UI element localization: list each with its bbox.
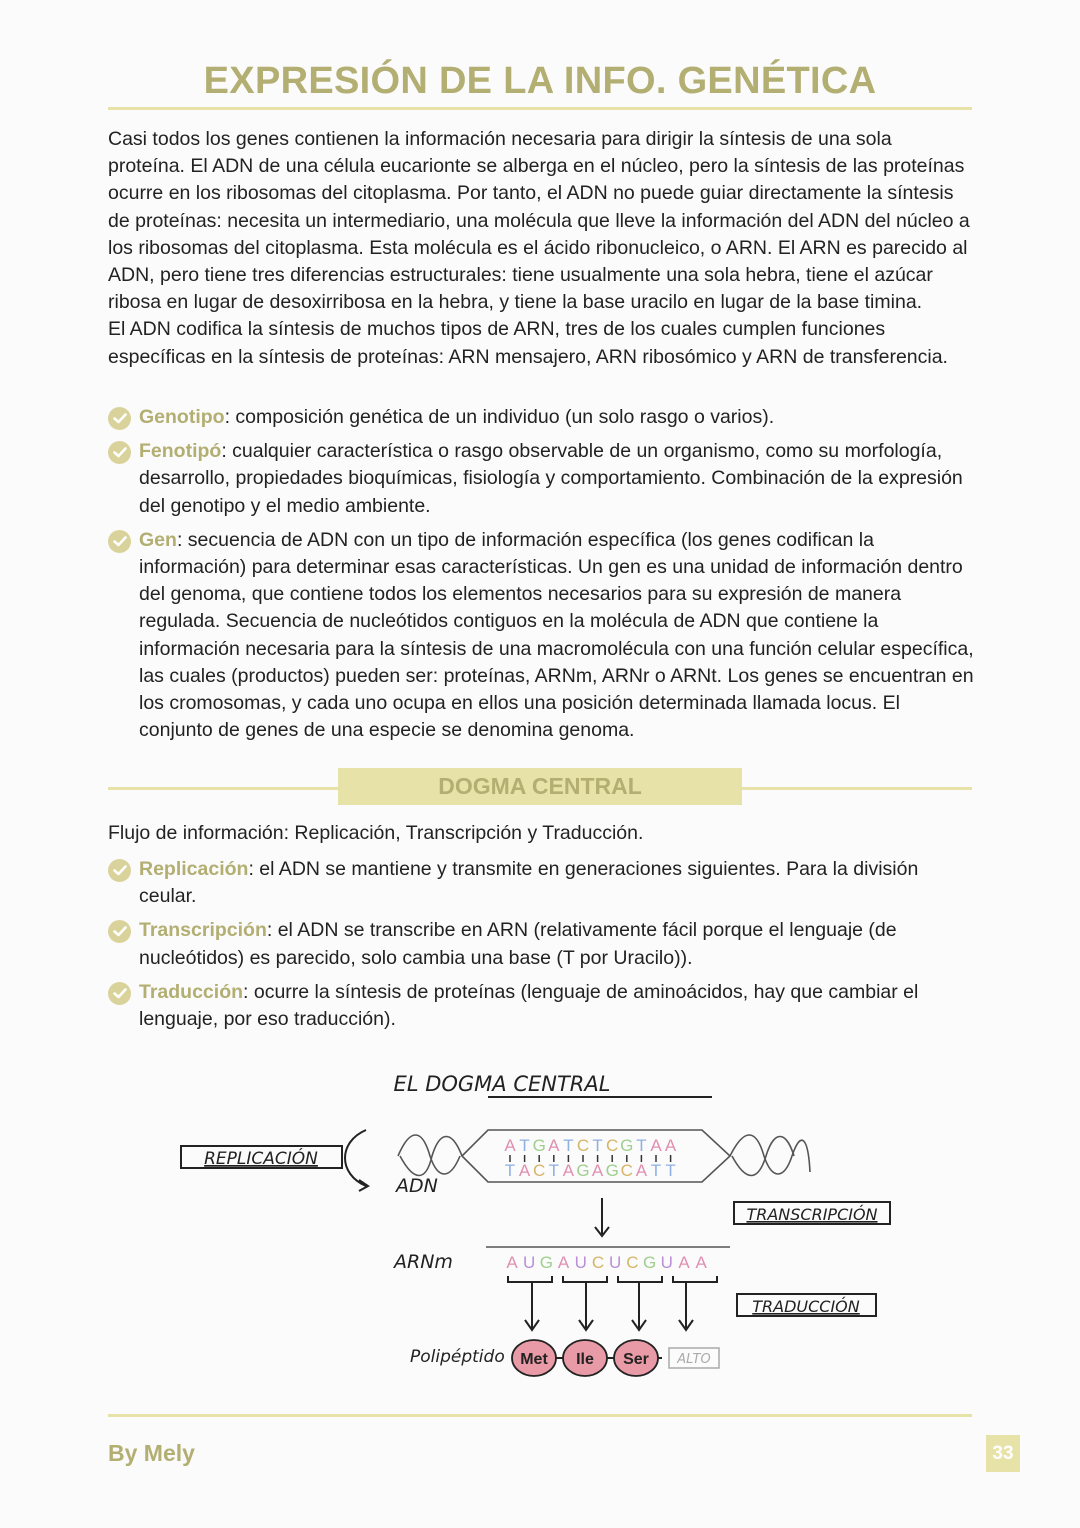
base-C: C bbox=[620, 1161, 633, 1180]
term-label: Traducción bbox=[139, 980, 244, 1003]
term-label: Replicación bbox=[139, 858, 249, 880]
arnm-label: ARNm bbox=[394, 1251, 453, 1273]
codon-bracket-1 bbox=[508, 1276, 552, 1282]
base-A: A bbox=[506, 1253, 518, 1272]
base-C: C bbox=[591, 1253, 605, 1272]
intro-paragraph-1: Casi todos los genes contienen la información necesaria para dirigir la síntesis de una sola proteína. El ADN de una célula eucarionte se alberga en el núcleo, pero la síntesis de las proteínas ocurre en los ribosomas del citoplasma. Por tanto, el ADN no puede guiar directamente la síntesis de proteínas: necesita un intermediario, una molécula que lleve la información del ADN del núcleo a los ribosomas del citoplasma. Esta molécula es el ácido ribonucleico, o ARN. El ARN es parecido al ADN, pero tiene tres diferencias estructurales: tiene usualmente una sola hebra, tiene el azúcar ribosa en lugar de desoxirribosa en la hebra, y tiene la base uracilo en lugar de la base timina. bbox=[108, 128, 970, 314]
base-T: T bbox=[636, 1136, 647, 1155]
dna-bottom-strand bbox=[505, 1161, 676, 1180]
base-C: C bbox=[576, 1136, 590, 1155]
base-C: C bbox=[606, 1136, 619, 1155]
check-icon bbox=[108, 407, 131, 430]
base-A: A bbox=[678, 1253, 690, 1272]
term-label: Gen bbox=[139, 528, 177, 551]
definition-text: : cualquier característica o rasgo observable de un organismo, como su morfología, desarrollo, propiedades bioquímicas, fisiología y comportamiento. Combinación de la expresión del genotipo y el medio ambiente. bbox=[139, 440, 963, 517]
title-divider bbox=[108, 107, 972, 110]
check-icon bbox=[108, 530, 131, 553]
polipeptido-label: Polipéptido bbox=[410, 1347, 505, 1367]
flow-text: Flujo de información: Replicación, Transcripción y Traducción. bbox=[108, 822, 644, 844]
definition-gen bbox=[108, 527, 974, 745]
diagram-title: EL DOGMA CENTRAL bbox=[393, 1072, 611, 1096]
stop-label: ALTO bbox=[677, 1352, 711, 1367]
base-C: C bbox=[626, 1253, 639, 1272]
base-U: U bbox=[574, 1253, 587, 1272]
base-A: A bbox=[650, 1136, 662, 1155]
dna-top-strand bbox=[504, 1136, 677, 1155]
term-label: Transcripción bbox=[139, 919, 267, 942]
intro-text bbox=[108, 126, 974, 371]
base-T: T bbox=[563, 1136, 574, 1155]
base-U: U bbox=[523, 1253, 536, 1272]
page-title: EXPRESIÓN DE LA INFO. GENÉTICA bbox=[203, 60, 877, 102]
intro-paragraph-2: El ADN codifica la síntesis de muchos tipos de ARN, tres de los cuales cumplen funciones específicas en la síntesis de proteínas: ARN mensajero, ARN ribosómico y ARN de transferencia. bbox=[108, 318, 948, 368]
dna-right-strand-1 bbox=[730, 1135, 810, 1174]
base-T: T bbox=[548, 1161, 559, 1180]
base-T: T bbox=[504, 1161, 516, 1180]
base-G: G bbox=[605, 1161, 619, 1180]
base-A: A bbox=[591, 1161, 604, 1180]
process-transcripcion bbox=[108, 917, 974, 971]
base-A: A bbox=[548, 1136, 560, 1155]
base-T: T bbox=[650, 1161, 662, 1180]
base-A: A bbox=[562, 1161, 575, 1180]
codon-bracket-4 bbox=[673, 1276, 717, 1282]
base-T: T bbox=[665, 1161, 676, 1180]
base-T: T bbox=[592, 1136, 603, 1155]
base-G: G bbox=[576, 1161, 590, 1180]
base-A: A bbox=[635, 1161, 648, 1180]
central-dogma-diagram bbox=[170, 1062, 910, 1392]
codon-bracket-3 bbox=[618, 1276, 662, 1282]
definition-genotipo bbox=[108, 404, 974, 431]
mrna-sequence bbox=[506, 1253, 707, 1272]
base-U: U bbox=[660, 1253, 673, 1272]
base-U: U bbox=[609, 1253, 622, 1272]
aminoacid-label: Ser bbox=[623, 1351, 649, 1368]
base-G: G bbox=[532, 1136, 546, 1155]
adn-label: ADN bbox=[396, 1175, 438, 1197]
section-title: DOGMA CENTRAL bbox=[338, 768, 742, 805]
footer-divider bbox=[108, 1414, 972, 1417]
process-text: : el ADN se transcribe en ARN (relativamente fácil porque el lenguaje (de nucleótidos) es parecido, solo cambia una base (T por Uracilo)). bbox=[139, 919, 897, 969]
check-icon bbox=[108, 982, 131, 1005]
codon-bracket-2 bbox=[563, 1276, 607, 1282]
definition-text: : composición genética de un individuo (un solo rasgo o varios). bbox=[224, 406, 775, 428]
traduccion-label: TRADUCCIÓN bbox=[752, 1297, 860, 1316]
base-G: G bbox=[539, 1253, 554, 1272]
process-list bbox=[108, 856, 974, 1033]
base-G: G bbox=[642, 1253, 657, 1272]
base-A: A bbox=[695, 1253, 707, 1272]
base-A: A bbox=[557, 1253, 570, 1272]
aminoacid-label: Met bbox=[520, 1351, 548, 1368]
base-G: G bbox=[620, 1136, 634, 1155]
codon-arrows bbox=[508, 1276, 717, 1330]
base-C: C bbox=[533, 1161, 546, 1180]
base-A: A bbox=[664, 1136, 677, 1155]
process-text: : el ADN se mantiene y transmite en generaciones siguientes. Para la división ceular. bbox=[139, 858, 919, 908]
definition-fenotipo bbox=[108, 438, 974, 520]
term-label: Genotipo bbox=[139, 406, 225, 428]
base-T: T bbox=[519, 1136, 530, 1155]
transcripcion-label: TRANSCRIPCIÓN bbox=[746, 1205, 878, 1224]
base-A: A bbox=[504, 1136, 516, 1155]
aminoacid-ile bbox=[563, 1340, 607, 1376]
check-icon bbox=[108, 441, 131, 464]
footer-author: By Mely bbox=[108, 1440, 195, 1466]
process-replicacion bbox=[108, 856, 974, 910]
check-icon bbox=[108, 859, 131, 882]
definition-text: : secuencia de ADN con un tipo de información específica (los genes codifican la información) para determinar esas características. Un gen es una unidad de información dentro del genoma, que contiene todos los elementos necesarios para su expresión de manera regulada. Secuencia de nucleótidos contiguos en la molécula de ADN que contiene la información necesaria para la síntesis de una macromolécula con una función celular específica, las cuales (productos) pueden ser: proteínas, ARNm, ARNr o ARNt. Los genes se encuentran en los cromosomas, y cada uno ocupa en ellos una posición determinada llamada locus. El conjunto de genes de una especie se denomina genoma. bbox=[139, 528, 974, 742]
page-number: 33 bbox=[986, 1435, 1020, 1472]
definitions-list bbox=[108, 404, 974, 744]
base-A: A bbox=[518, 1161, 531, 1180]
replicacion-label: REPLICACIÓN bbox=[204, 1149, 318, 1169]
check-icon bbox=[108, 920, 131, 943]
replication-arrow bbox=[345, 1130, 366, 1186]
process-text: : ocurre la síntesis de proteínas (lenguaje de aminoácidos, hay que cambiar el lenguaje, por eso traducción). bbox=[139, 980, 919, 1031]
aminoacid-met bbox=[512, 1340, 556, 1376]
aminoacid-label: Ile bbox=[576, 1351, 594, 1368]
process-traduccion bbox=[108, 979, 974, 1033]
aminoacid-ser bbox=[614, 1340, 658, 1376]
term-label: Fenotipó bbox=[139, 440, 222, 463]
